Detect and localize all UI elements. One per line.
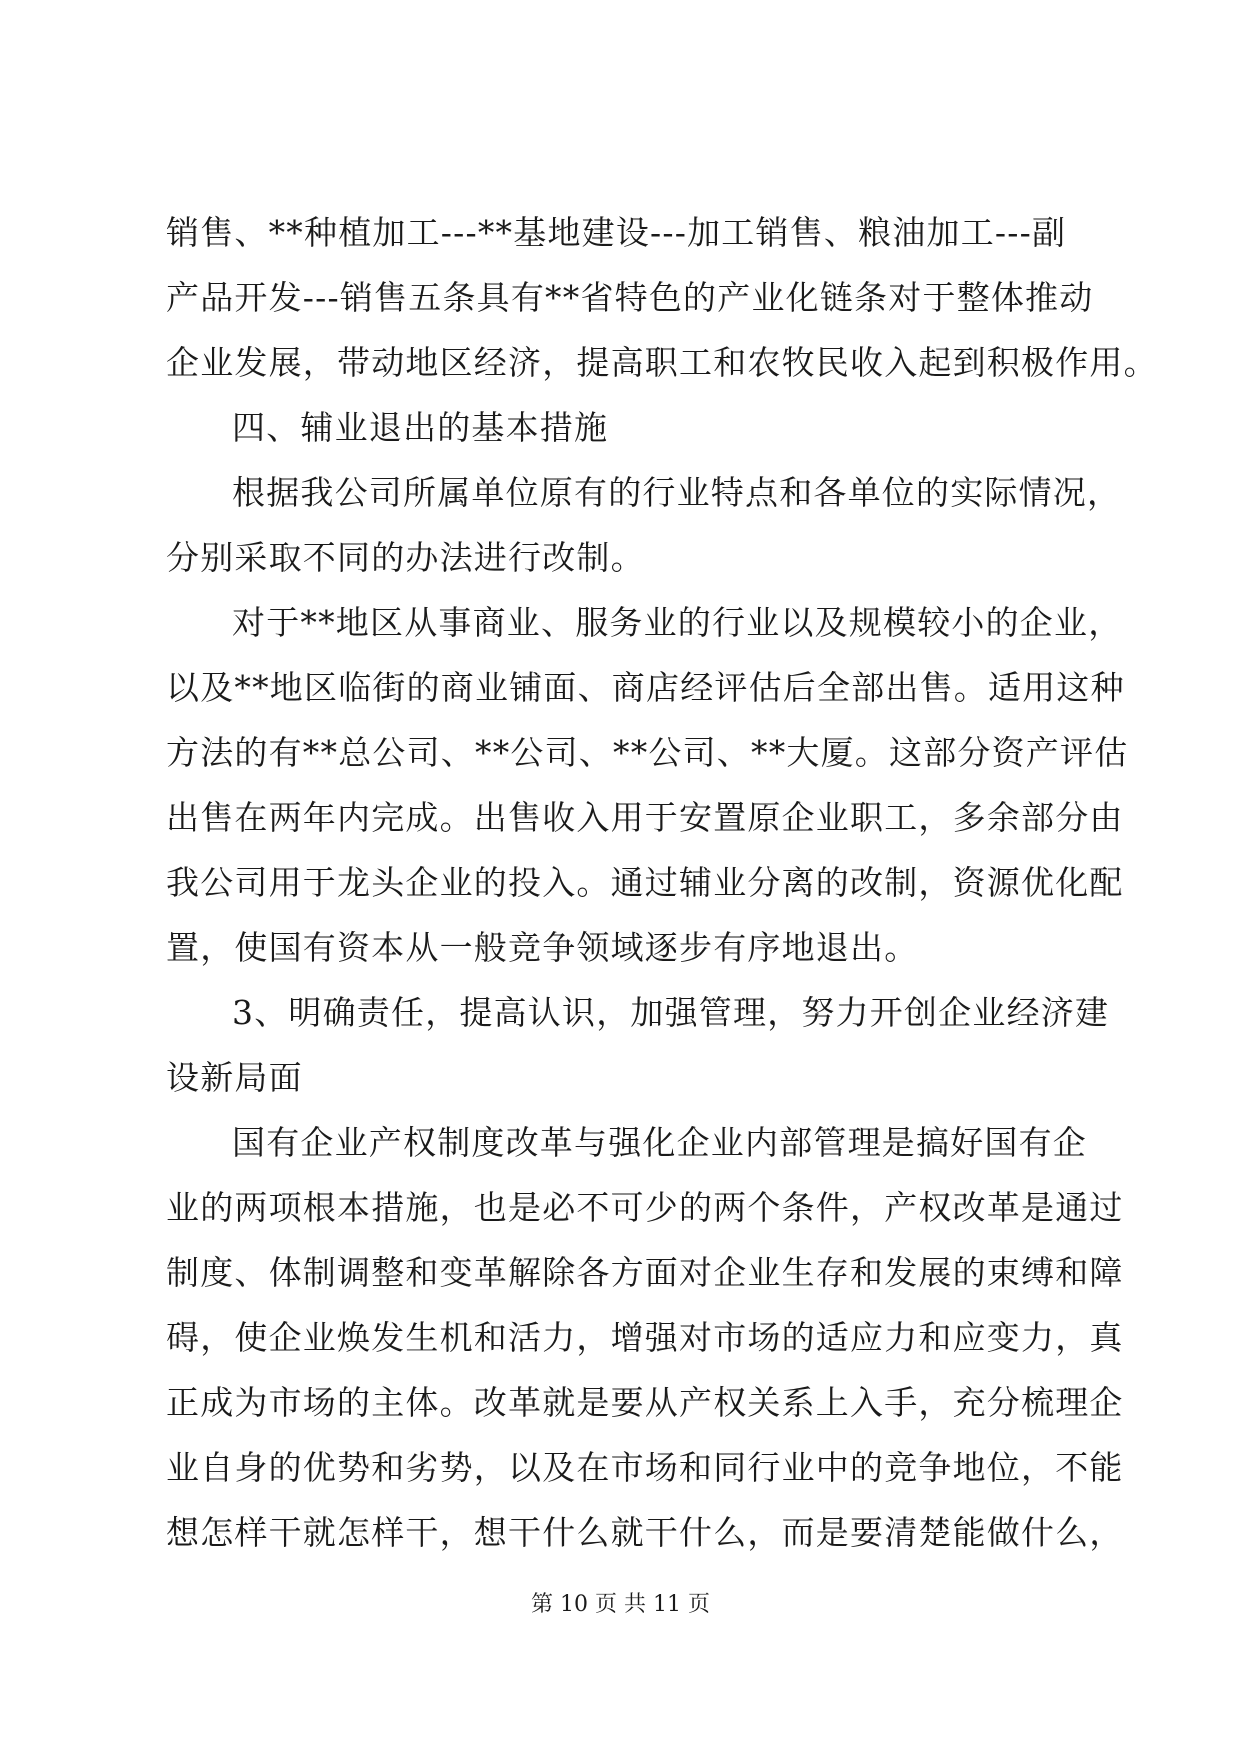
text-line: 业自身的优势和劣势，以及在市场和同行业中的竞争地位，不能	[166, 1448, 1124, 1487]
section-heading-continued: 设新局面	[166, 1058, 303, 1097]
text-line: 置，使国有资本从一般竞争领域逐步有序地退出。	[166, 928, 919, 967]
text-line: 根据我公司所属单位原有的行业特点和各单位的实际情况，	[232, 473, 1122, 512]
text-line: 想怎样干就怎样干，想干什么就干什么，而是要清楚能做什么，	[166, 1513, 1124, 1552]
section-heading: 3、明确责任，提高认识，加强管理，努力开创企业经济建	[232, 993, 1110, 1032]
section-heading: 四、辅业退出的基本措施	[232, 408, 609, 447]
text-line: 我公司用于龙头企业的投入。通过辅业分离的改制，资源优化配	[166, 863, 1124, 902]
text-line: 出售在两年内完成。出售收入用于安置原企业职工，多余部分由	[166, 798, 1124, 837]
text-line: 国有企业产权制度改革与强化企业内部管理是搞好国有企	[232, 1123, 1087, 1162]
text-line: 对于**地区从事商业、服务业的行业以及规模较小的企业，	[232, 603, 1123, 642]
text-line: 业的两项根本措施，也是必不可少的两个条件，产权改革是通过	[166, 1188, 1124, 1227]
text-line: 正成为市场的主体。改革就是要从产权关系上入手，充分梳理企	[166, 1383, 1124, 1422]
text-line: 销售、**种植加工---**基地建设---加工销售、粮油加工---副	[166, 213, 1067, 252]
text-line: 方法的有**总公司、**公司、**公司、**大厦。这部分资产评估	[166, 733, 1129, 772]
text-line: 产品开发---销售五条具有**省特色的产业化链条对于整体推动	[166, 278, 1094, 317]
text-line: 碍，使企业焕发生机和活力，增强对市场的适应力和应变力，真	[166, 1318, 1124, 1357]
document-body	[166, 200, 1158, 1565]
page-number-footer: 第 10 页 共 11 页	[531, 1592, 710, 1617]
text-line: 制度、体制调整和变革解除各方面对企业生存和发展的束缚和障	[166, 1253, 1124, 1292]
text-line: 以及**地区临街的商业铺面、商店经评估后全部出售。适用这种	[166, 668, 1125, 707]
text-line: 企业发展，带动地区经济，提高职工和农牧民收入起到积极作用。	[166, 343, 1158, 382]
text-line: 分别采取不同的办法进行改制。	[166, 538, 645, 577]
